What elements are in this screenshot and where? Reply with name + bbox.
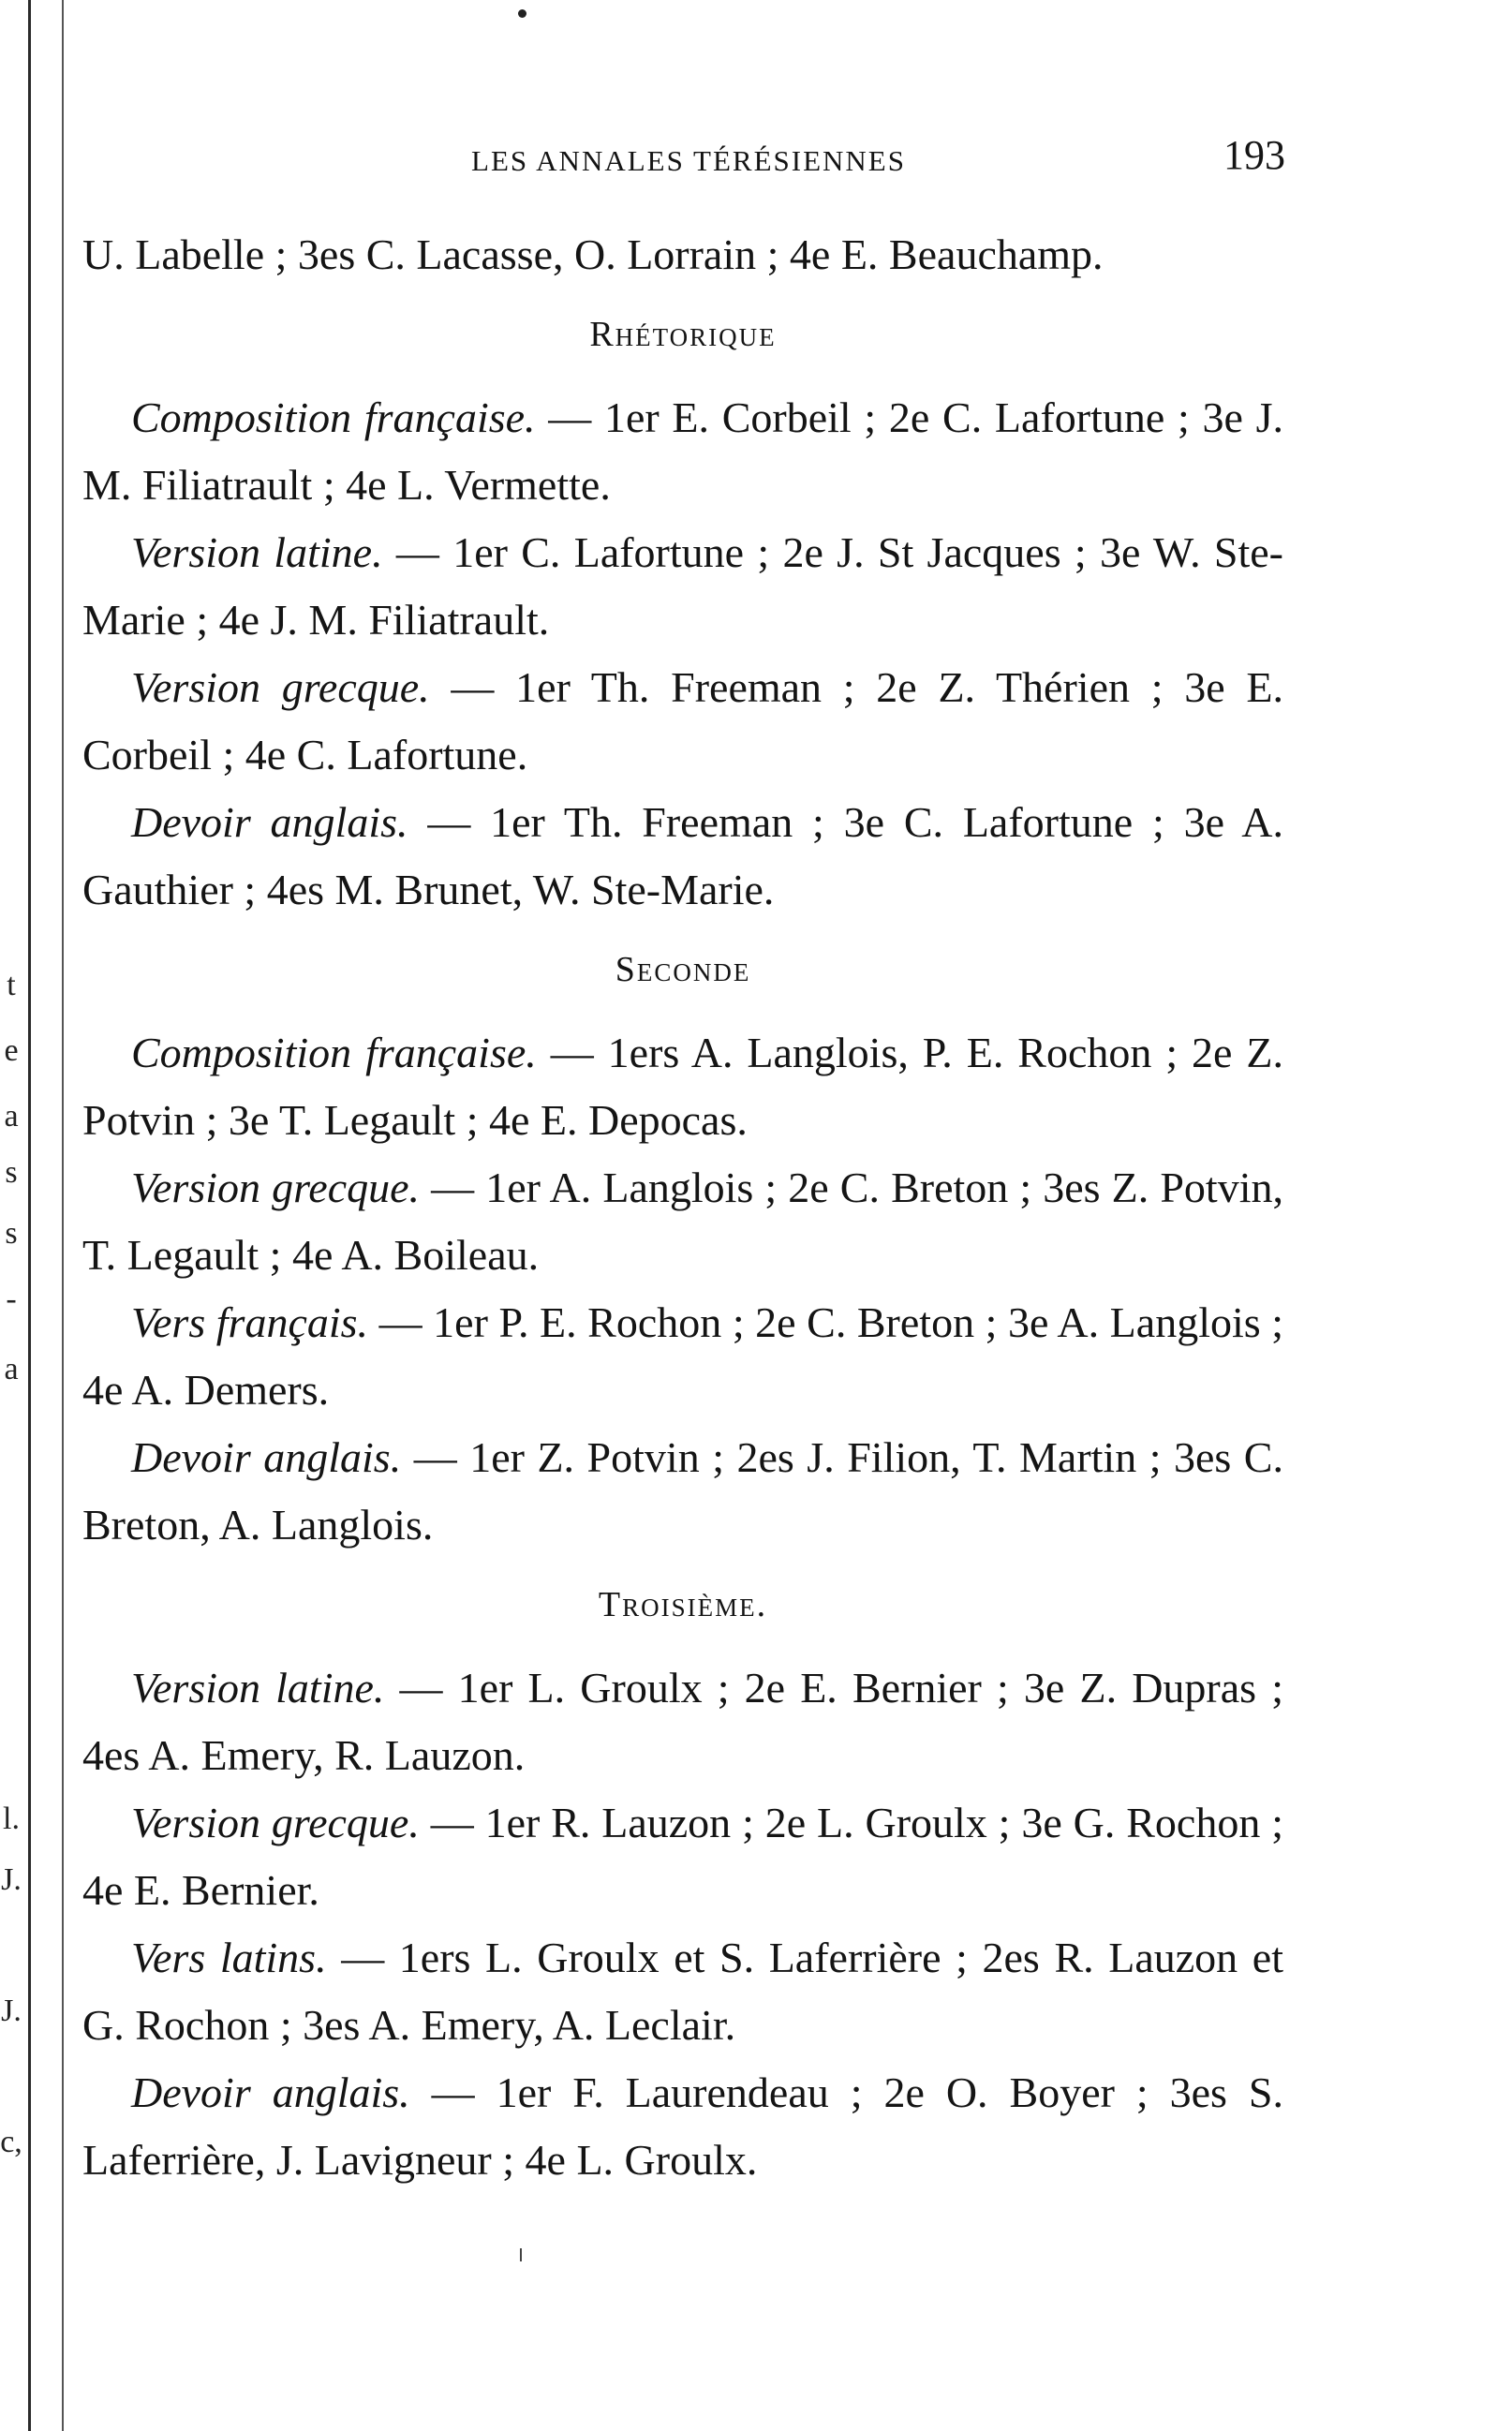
section-rhetorique [82, 305, 1283, 924]
entry-subject: Version latine. [131, 528, 383, 576]
prize-entry [82, 384, 1283, 519]
entry-text: — 1er Th. Freeman ; 3e C. Lafortune ; 3e A. Gauthier ; 4es M. Brunet, W. Ste-Marie. [82, 798, 1283, 913]
entry-text: — 1er A. Langlois ; 2e C. Breton ; 3es Z. Potvin, T. Legault ; 4e A. Boileau. [82, 1164, 1283, 1279]
prize-entry [82, 2059, 1283, 2194]
entry-subject: Devoir anglais. [131, 1433, 402, 1481]
entry-text: — 1er F. Laurendeau ; 2e O. Boyer ; 3es S. Laferrière, J. Lavigneur ; 4e L. Groulx. [82, 2068, 1283, 2184]
entry-subject: Devoir anglais. [131, 2068, 410, 2116]
section-seconde [82, 941, 1283, 1559]
prize-entry [82, 1654, 1283, 1789]
print-speck [518, 9, 526, 18]
gutter-fragment: c, [0, 2125, 22, 2159]
gutter-fragment: s [5, 1216, 18, 1251]
running-title: LES ANNALES TÉRÉSIENNES [471, 144, 906, 177]
entry-text: — 1ers A. Langlois, P. E. Rochon ; 2e Z. Potvin ; 3e T. Legault ; 4e E. Depocas. [82, 1029, 1284, 1144]
section-heading: Troisième. [598, 1585, 768, 1624]
entry-text: — 1er P. E. Rochon ; 2e C. Breton ; 3e A. Langlois ; 4e A. Demers. [82, 1298, 1283, 1414]
entry-subject: Devoir anglais. [131, 798, 408, 846]
prize-entry [82, 519, 1283, 654]
gutter-fragment: t [7, 968, 16, 1002]
page-body [82, 221, 1283, 2194]
entry-text: — 1er E. Corbeil ; 2e C. Lafortune ; 3e J. M. Filiatrault ; 4e L. Vermette. [82, 393, 1284, 509]
section-heading: Seconde [615, 950, 751, 989]
gutter-fragment: s [5, 1155, 18, 1190]
page-gutter-rule-inner [62, 0, 64, 2431]
prize-entry [82, 789, 1283, 924]
prize-entry [82, 1289, 1283, 1424]
entry-subject: Version latine. [131, 1664, 385, 1712]
entry-subject: Composition française. [131, 1029, 537, 1076]
page-header [94, 131, 1283, 187]
prize-entry [82, 1924, 1283, 2059]
entry-subject: Vers latins. [131, 1934, 327, 1981]
entry-text: — 1er C. Lafortune ; 2e J. St Jacques ; 3e W. Ste-Marie ; 4e J. M. Filiatrault. [82, 528, 1283, 644]
entry-text: — 1er R. Lauzon ; 2e L. Groulx ; 3e G. Rochon ; 4e E. Bernier. [82, 1799, 1283, 1914]
page-gutter-rule [28, 0, 31, 2431]
page-number: 193 [1223, 132, 1285, 178]
prize-entry [82, 1154, 1283, 1289]
gutter-fragment: e [4, 1033, 19, 1068]
prize-entry [82, 1019, 1283, 1154]
gutter-fragment: l. [3, 1801, 20, 1836]
prize-entry [82, 1789, 1283, 1924]
gutter-fragment: - [6, 1282, 17, 1316]
section-heading: Rhétorique [589, 315, 777, 354]
entry-text: — 1er Z. Potvin ; 2es J. Filion, T. Martin ; 3es C. Breton, A. Langlois. [82, 1433, 1283, 1549]
entry-subject: Version grecque. [131, 1164, 421, 1211]
section-troisieme [82, 1576, 1283, 2194]
entry-subject: Version grecque. [131, 663, 430, 711]
print-speck [520, 2248, 522, 2261]
entry-subject: Version grecque. [131, 1799, 420, 1846]
gutter-fragment: J. [1, 1862, 22, 1897]
prize-entry [82, 654, 1283, 789]
entry-text: — 1er L. Groulx ; 2e E. Bernier ; 3e Z. Dupras ; 4es A. Emery, R. Lauzon. [82, 1664, 1283, 1779]
entry-text: — 1er Th. Freeman ; 2e Z. Thérien ; 3e E. Corbeil ; 4e C. Lafortune. [82, 663, 1283, 778]
entry-subject: Composition française. [131, 393, 536, 441]
gutter-fragment: a [4, 1352, 19, 1386]
gutter-fragment: J. [1, 1994, 22, 2028]
continued-paragraph: U. Labelle ; 3es C. Lacasse, O. Lorrain ; 4e E. Beauchamp. [82, 230, 1104, 278]
entry-subject: Vers français. [131, 1298, 369, 1346]
gutter-fragment: a [4, 1099, 19, 1134]
entry-text: — 1ers L. Groulx et S. Laferrière ; 2es R. Lauzon et G. Rochon ; 3es A. Emery, A. Leclair. [82, 1934, 1283, 2049]
prize-entry [82, 1424, 1283, 1559]
